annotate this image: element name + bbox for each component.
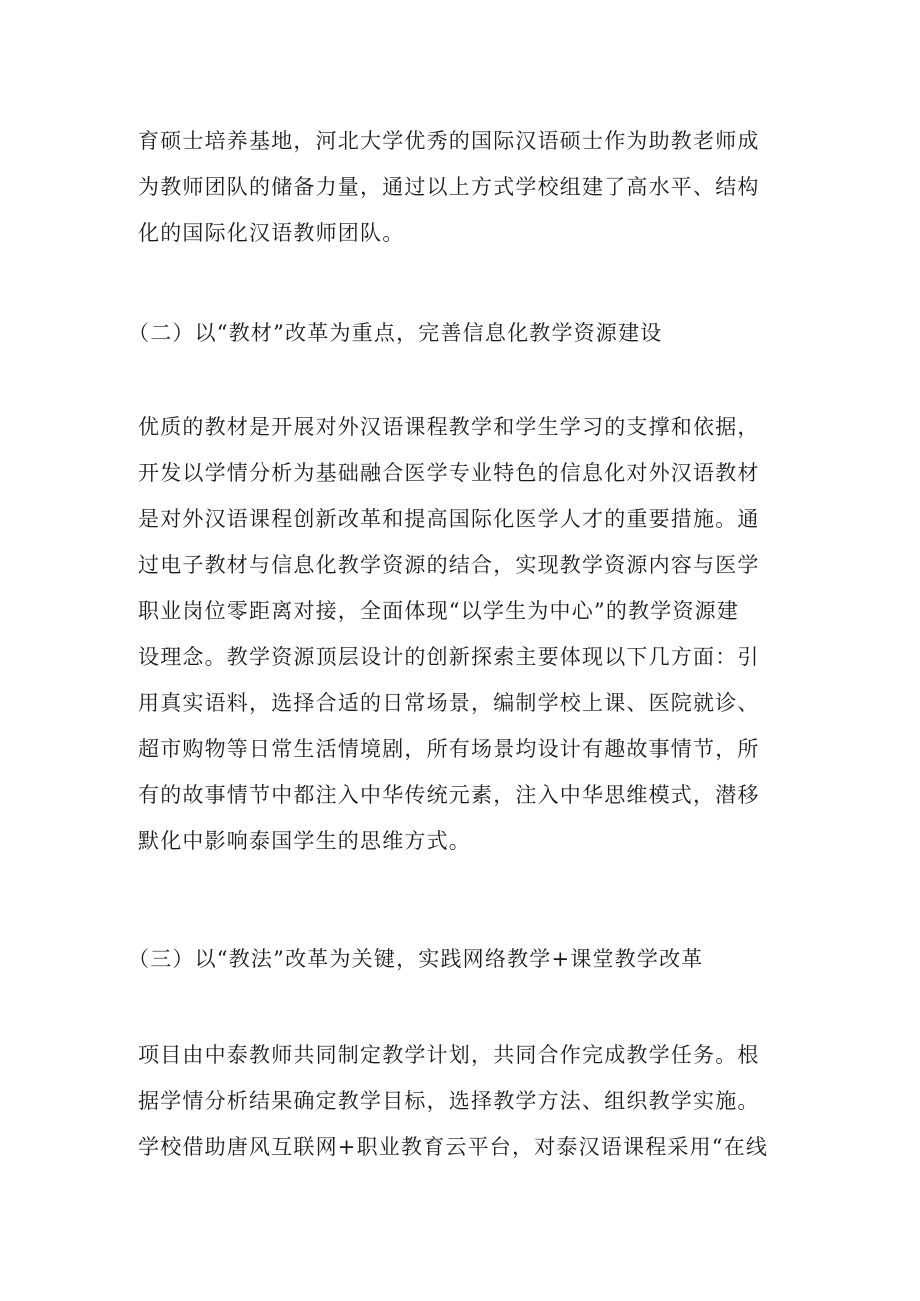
- paragraph-teacher-team: [138, 118, 790, 256]
- text-line: 学校借助唐风互联网+职业教育云平台，对泰汉语课程采用“在线: [138, 1135, 769, 1159]
- text-line: 过电子教材与信息化教学资源的结合，实现教学资源内容与医学: [138, 553, 760, 577]
- text-line: 育硕士培养基地，河北大学优秀的国际汉语硕士作为助教老师成: [138, 129, 760, 153]
- text-line: 设理念。教学资源顶层设计的创新探索主要体现以下几方面：引: [138, 645, 760, 669]
- paragraph-teaching-method-reform: [138, 1032, 790, 1170]
- section-heading-textbook-reform: （二）以“教材”改革为重点，完善信息化教学资源建设: [128, 321, 663, 345]
- text-line: 化的国际化汉语教师团队。: [138, 221, 405, 245]
- text-line: 据学情分析结果确定教学目标，选择教学方法、组织教学实施。: [138, 1089, 760, 1113]
- text-line: 开发以学情分析为基础融合医学专业特色的信息化对外汉语教材: [138, 461, 760, 485]
- text-line: 超市购物等日常生活情境剧，所有场景均设计有趣故事情节，所: [138, 737, 760, 761]
- text-line: 职业岗位零距离对接，全面体现“以学生为中心”的教学资源建: [138, 599, 740, 623]
- text-line: 用真实语料，选择合适的日常场景，编制学校上课、医院就诊、: [138, 691, 760, 715]
- text-line: 优质的教材是开展对外汉语课程教学和学生学习的支撑和依据，: [138, 415, 760, 439]
- paragraph-textbook-reform: [138, 404, 790, 864]
- text-line: 项目由中泰教师共同制定教学计划，共同合作完成教学任务。根: [138, 1043, 760, 1067]
- text-line: 为教师团队的储备力量，通过以上方式学校组建了高水平、结构: [138, 175, 760, 199]
- text-line: 有的故事情节中都注入中华传统元素，注入中华思维模式，潜移: [138, 783, 760, 807]
- text-line: 默化中影响泰国学生的思维方式。: [138, 829, 471, 853]
- text-line: 是对外汉语课程创新改革和提高国际化医学人才的重要措施。通: [138, 507, 760, 531]
- section-heading-teaching-method-reform: （三）以“教法”改革为关键，实践网络教学+课堂教学改革: [128, 947, 704, 971]
